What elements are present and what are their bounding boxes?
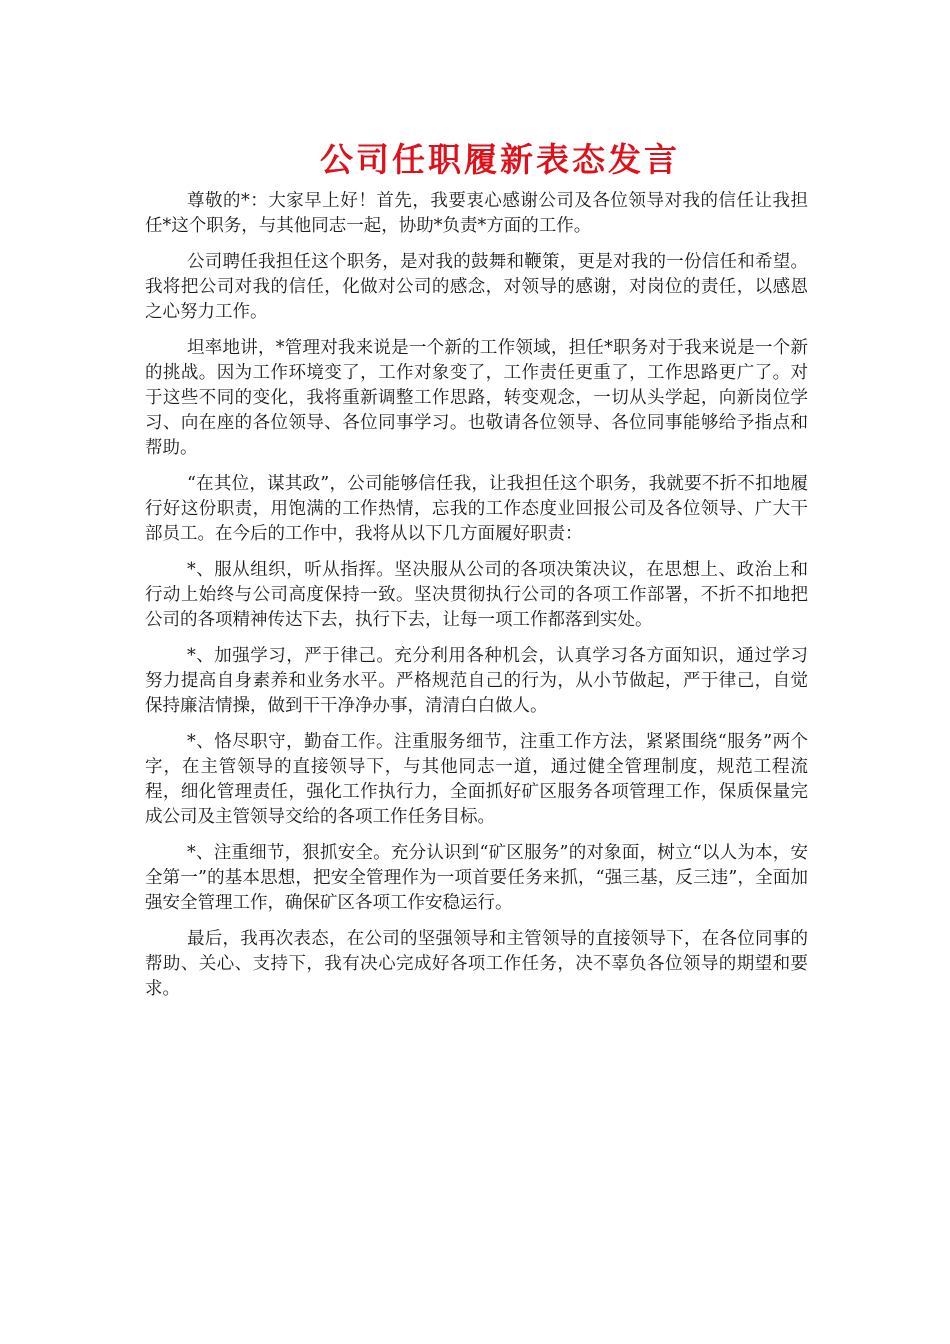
paragraph-greeting: 尊敬的*：大家早上好！首先，我要衷心感谢公司及各位领导对我的信任让我担任*这个职务，与其他同志一起，协助*负责*方面的工作。 bbox=[145, 191, 808, 236]
paragraph-gratitude: 公司聘任我担任这个职务，是对我的鼓舞和鞭策，更是对我的一份信任和希望。我将把公司对我的信任，化做对公司的感念，对领导的感谢，对岗位的责任，以感恩之心努力工作。 bbox=[145, 252, 808, 322]
paragraph-new-challenge: 坦率地讲，*管理对我来说是一个新的工作领域，担任*职务对于我来说是一个新的挑战。因为工作环境变了，工作对象变了，工作责任更重了，工作思路更广了。对于这些不同的变化，我将重新调整工作思路，转变观念，一切从头学起，向新岗位学习、向在座的各位领导、各位同事学习。也敬请各位领导、各位同事能够给予指点和帮助。 bbox=[145, 338, 808, 458]
paragraph-point-safety: *、注重细节，狠抓安全。充分认识到“矿区服务”的对象面，树立“以人为本，安全第一”的基本思想，把安全管理作为一项首要任务来抓，“强三基，反三违”，全面加强安全管理工作，确保矿区各项工作安稳运行。 bbox=[145, 843, 808, 913]
paragraph-point-diligence: *、恪尽职守，勤奋工作。注重服务细节，注重工作方法，紧紧围绕“服务”两个字，在主管领导的直接领导下，与其他同志一道，通过健全管理制度，规范工程流程，细化管理责任，强化工作执行力，全面抓好矿区服务各项管理工作，保质保量完成公司及主管领导交给的各项工作任务目标。 bbox=[145, 732, 808, 827]
paragraph-closing: 最后，我再次表态，在公司的坚强领导和主管领导的直接领导下，在各位同事的帮助、关心、支持下，我有决心完成好各项工作任务，决不辜负各位领导的期望和要求。 bbox=[145, 929, 808, 999]
paragraph-commitment: “在其位，谋其政”，公司能够信任我，让我担任这个职务，我就要不折不扣地履行好这份职责，用饱满的工作热情，忘我的工作态度业回报公司及各位领导、广大干部员工。在今后的工作中，我将从以下几方面履好职责： bbox=[145, 474, 808, 544]
document-body bbox=[145, 189, 808, 1013]
paragraph-point-study: *、加强学习，严于律己。充分利用各种机会，认真学习各方面知识，通过学习努力提高自身素养和业务水平。严格规范自己的行为，从小节做起，严于律己，自觉保持廉洁情操，做到干干净净办事，清清白白做人。 bbox=[145, 646, 808, 716]
paragraph-point-obey: *、服从组织，听从指挥。坚决服从公司的各项决策决议，在思想上、政治上和行动上始终与公司高度保持一致。坚决贯彻执行公司的各项工作部署，不折不扣地把公司的各项精神传达下去，执行下去，让每一项工作都落到实处。 bbox=[145, 560, 808, 630]
document-title: 公司任职履新表态发言 bbox=[320, 140, 680, 179]
